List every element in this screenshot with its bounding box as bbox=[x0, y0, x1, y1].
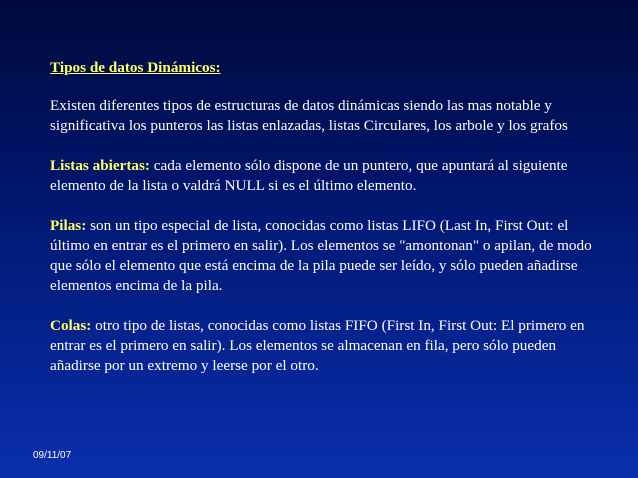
section-listas-abiertas bbox=[50, 156, 610, 196]
section-term: Pilas: bbox=[50, 217, 87, 234]
section-text: cada elemento sólo dispone de un puntero, que apuntará al siguiente elemento de la lista o valdrá NULL si es el último elemento. bbox=[50, 157, 568, 194]
section-term: Colas: bbox=[50, 317, 92, 334]
section-text: otro tipo de listas, conocidas como listas FIFO (First In, First Out: El primero en entrar es el primero en salir). Los elementos se almacenan en fila, pero sólo pueden añadirse por un extremo y leerse por el otro. bbox=[50, 317, 585, 374]
slide-date: 09/11/07 bbox=[33, 450, 72, 461]
section-colas bbox=[50, 316, 610, 376]
section-pilas bbox=[50, 216, 610, 296]
intro-paragraph: Existen diferentes tipos de estructuras de datos dinámicas siendo las mas notable y significativa los punteros las listas enlazadas, listas Circulares, los arbole y los grafos bbox=[50, 97, 568, 134]
slide-content bbox=[50, 58, 610, 396]
section-term: Listas abiertas: bbox=[50, 157, 150, 174]
slide-title: Tipos de datos Dinámicos: bbox=[50, 59, 221, 76]
section-text: son un tipo especial de lista, conocidas como listas LIFO (Last In, First Out: el último en entrar es el primero en salir). Los elementos se "amontonan" o apilan, de modo que sólo el elemento que está encima de la pila puede ser leído, y sólo pueden añadirse elementos encima de la pila. bbox=[50, 217, 592, 294]
